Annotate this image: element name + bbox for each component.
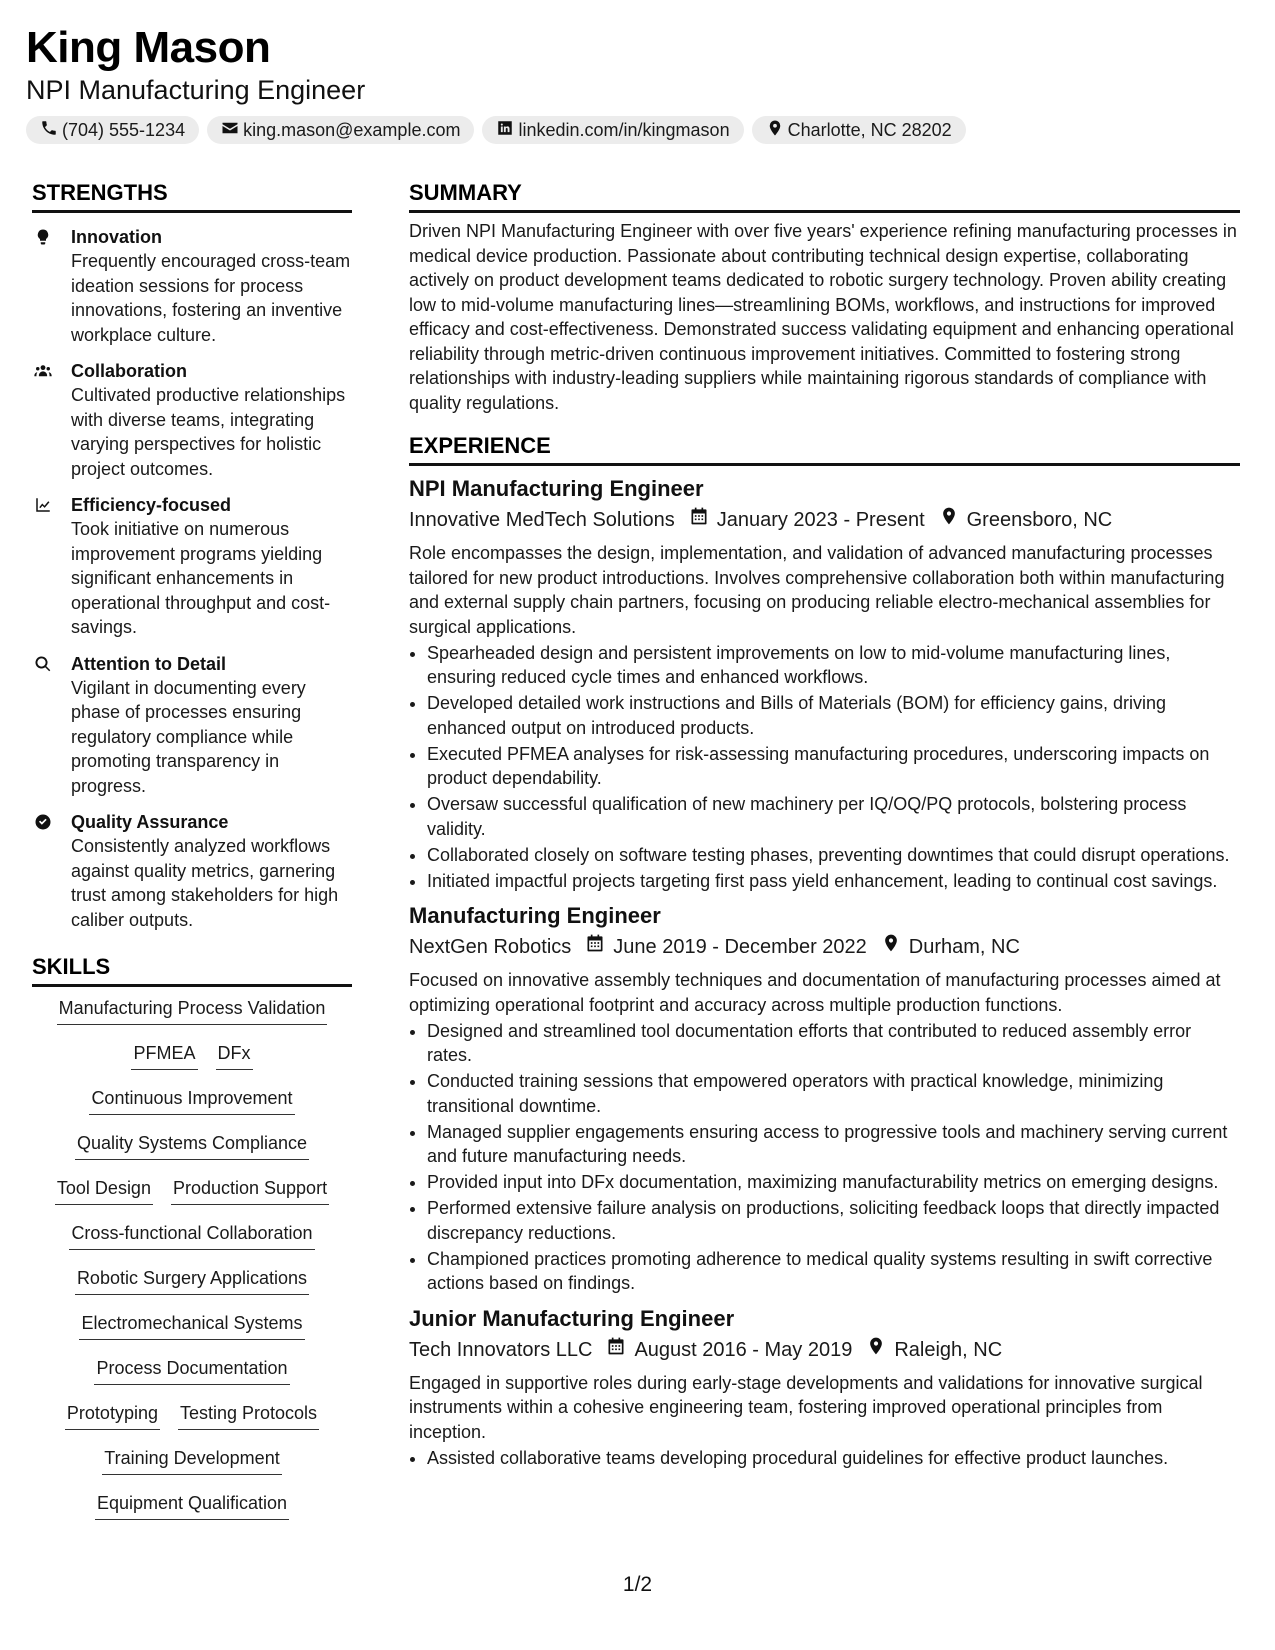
location-pin-icon bbox=[925, 505, 967, 535]
summary-heading: SUMMARY bbox=[409, 178, 1240, 213]
skill-row bbox=[32, 996, 352, 1041]
job-entry bbox=[409, 474, 1240, 893]
strengths-heading: STRENGTHS bbox=[32, 178, 352, 213]
job-bullet: • Assisted collaborative teams developing procedural guidelines for effective product launches. bbox=[427, 1446, 1240, 1471]
skill-tag: Production Support bbox=[171, 1176, 329, 1205]
job-dates: June 2019 - December 2022 bbox=[613, 936, 867, 958]
skill-tag: Process Documentation bbox=[94, 1356, 289, 1385]
calendar-icon bbox=[592, 1335, 634, 1365]
job-dates: January 2023 - Present bbox=[716, 509, 925, 531]
calendar-icon bbox=[571, 932, 613, 962]
strength-name: Collaboration bbox=[71, 361, 187, 381]
strength-desc: Consistently analyzed workflows against quality metrics, garnering trust among stakeholders for high caliber outputs. bbox=[71, 836, 339, 930]
job-bullet: • Oversaw successful qualification of new machinery per IQ/OQ/PQ protocols, bolstering process validity. bbox=[427, 792, 1240, 841]
skill-row bbox=[32, 1356, 352, 1401]
job-meta bbox=[409, 505, 1240, 535]
skills-heading: SKILLS bbox=[32, 952, 352, 987]
chart-line-icon bbox=[32, 496, 54, 516]
job-description: Role encompasses the design, implementation, and validation of advanced manufacturing processes tailored for new product introductions. Involves comprehensive collaboration both within manufacturing and external supply chain partners, focusing on producing reliable electro-mechanical assemblies for surgical applications. bbox=[409, 543, 1225, 637]
strength-desc: Frequently encouraged cross-team ideation sessions for process innovations, fostering an inventive workplace culture. bbox=[71, 251, 351, 345]
strength-item bbox=[32, 652, 352, 799]
skill-tag: Robotic Surgery Applications bbox=[75, 1266, 309, 1295]
strength-desc: Took initiative on numerous improvement programs yielding significant enhancements in operational throughput and cost-savings. bbox=[71, 519, 331, 637]
job-entry bbox=[409, 1304, 1240, 1471]
strength-desc: Cultivated productive relationships with diverse teams, integrating varying perspectives for holistic project outcomes. bbox=[71, 385, 346, 479]
job-bullet: • Initiated impactful projects targeting first pass yield enhancement, leading to continual cost savings. bbox=[427, 869, 1240, 894]
job-bullet: • Conducted training sessions that empowered operators with practical knowledge, minimizing transitional downtime. bbox=[427, 1069, 1240, 1118]
contact-location[interactable] bbox=[752, 116, 966, 144]
check-circle-icon bbox=[32, 813, 54, 833]
strength-item bbox=[32, 225, 352, 347]
job-bullet: • Provided input into DFx documentation, maximizing manufacturability metrics on emerging designs. bbox=[427, 1170, 1240, 1195]
contact-text: king.mason@example.com bbox=[243, 119, 461, 140]
right-column bbox=[409, 178, 1240, 1470]
job-meta bbox=[409, 1335, 1240, 1365]
strength-desc: Vigilant in documenting every phase of processes ensuring regulatory compliance while promoting transparency in progress. bbox=[71, 677, 306, 796]
skill-tag: PFMEA bbox=[131, 1041, 197, 1070]
users-icon bbox=[32, 362, 54, 382]
job-bullet: • Championed practices promoting adherence to medical quality systems resulting in swift corrective actions based on findings. bbox=[427, 1247, 1240, 1296]
job-bullet: • Managed supplier engagements ensuring access to progressive tools and machinery serving current and future manufacturing needs. bbox=[427, 1120, 1240, 1169]
contact-bar bbox=[26, 116, 1226, 144]
envelope-icon bbox=[221, 119, 239, 142]
contact-linkedin[interactable] bbox=[482, 116, 743, 144]
job-company: Innovative MedTech Solutions bbox=[409, 509, 675, 531]
skills-list bbox=[32, 996, 352, 1536]
job-company: NextGen Robotics bbox=[409, 936, 572, 958]
job-description: Focused on innovative assembly techniques and documentation of manufacturing processes aimed at optimizing operational footprint and accuracy across multiple production functions. bbox=[409, 970, 1221, 1015]
skill-tag: DFx bbox=[216, 1041, 253, 1070]
contact-text: linkedin.com/in/kingmason bbox=[518, 119, 730, 140]
location-pin-icon bbox=[766, 119, 784, 142]
skill-tag: Tool Design bbox=[55, 1176, 153, 1205]
job-bullet: • Executed PFMEA analyses for risk-assessing manufacturing procedures, underscoring impacts on product dependability. bbox=[427, 742, 1240, 791]
job-title: Junior Manufacturing Engineer bbox=[409, 1305, 735, 1331]
contact-email[interactable] bbox=[207, 116, 474, 144]
job-location: Durham, NC bbox=[908, 936, 1020, 958]
skill-row bbox=[32, 1131, 352, 1176]
job-location: Raleigh, NC bbox=[894, 1338, 1003, 1361]
job-bullet: • Spearheaded design and persistent improvements on low to mid-volume manufacturing lines, ensuring reduced cycle times and enhanced workflows. bbox=[427, 641, 1240, 690]
skill-row bbox=[32, 1221, 352, 1266]
skill-row bbox=[32, 1446, 352, 1491]
left-column bbox=[32, 178, 352, 1536]
skill-tag: Prototyping bbox=[65, 1401, 160, 1430]
strength-name: Attention to Detail bbox=[71, 653, 226, 674]
job-bullets bbox=[409, 1019, 1240, 1296]
linkedin-icon bbox=[496, 119, 514, 142]
job-bullet: • Collaborated closely on software testing phases, preventing downtimes that could disrupt operations. bbox=[427, 843, 1240, 868]
job-bullet: • Developed detailed work instructions and Bills of Materials (BOM) for efficiency gains, driving enhanced output on introduced products. bbox=[427, 691, 1240, 740]
skill-tag: Manufacturing Process Validation bbox=[57, 996, 328, 1025]
contact-text: (704) 555-1234 bbox=[62, 119, 186, 140]
phone-icon bbox=[40, 119, 58, 142]
job-entry bbox=[409, 901, 1240, 1296]
skill-tag: Training Development bbox=[102, 1446, 281, 1475]
skill-row bbox=[32, 1176, 352, 1221]
summary-text: Driven NPI Manufacturing Engineer with over five years' experience refining manufacturing processes in medical device production. Passionate about contributing technical design expertise, collaborating actively on product development teams dedicated to robotic surgery technology. Proven ability creating low to mid-volume manufacturing lines—streamlining BOMs, workflows, and instructions for improved efficacy and cost-effectiveness. Demonstrated success validating equipment and enhancing operational reliability through metric-driven continuous improvement initiatives. Committed to fostering strong relationships with industry-leading suppliers while maintaining rigorous standards of compliance with quality regulations. bbox=[409, 221, 1237, 413]
job-bullet: • Designed and streamlined tool documentation efforts that contributed to reduced assembly error rates. bbox=[427, 1019, 1240, 1068]
skill-tag: Cross-functional Collaboration bbox=[69, 1221, 314, 1250]
strength-name: Innovation bbox=[71, 227, 162, 247]
job-bullets bbox=[409, 1446, 1240, 1471]
strength-item bbox=[32, 810, 352, 932]
strength-item bbox=[32, 359, 352, 481]
lightbulb-icon bbox=[32, 228, 54, 248]
strength-item bbox=[32, 493, 352, 640]
skill-tag: Equipment Qualification bbox=[95, 1491, 289, 1520]
calendar-icon bbox=[675, 505, 717, 535]
candidate-name: King Mason bbox=[26, 23, 271, 72]
job-description: Engaged in supportive roles during early-stage developments and validations for innovative surgical instruments within a cohesive engineering team, fostering improved operational principles from inception. bbox=[409, 1372, 1203, 1442]
experience-heading: EXPERIENCE bbox=[409, 431, 1240, 466]
location-pin-icon bbox=[867, 932, 909, 962]
skill-row bbox=[32, 1491, 352, 1536]
skill-row bbox=[32, 1311, 352, 1356]
strength-name: Quality Assurance bbox=[71, 812, 229, 832]
contact-phone[interactable] bbox=[26, 116, 199, 144]
skill-tag: Testing Protocols bbox=[178, 1401, 319, 1430]
resume-header bbox=[26, 22, 1226, 144]
job-bullet: • Performed extensive failure analysis on productions, soliciting feedback loops that directly impacted discrepancy reductions. bbox=[427, 1196, 1240, 1245]
job-location: Greensboro, NC bbox=[966, 509, 1113, 531]
skill-row bbox=[32, 1041, 352, 1086]
page-number: 1/2 bbox=[622, 1573, 653, 1596]
strength-name: Efficiency-focused bbox=[71, 495, 232, 515]
skill-tag: Electromechanical Systems bbox=[79, 1311, 304, 1340]
job-title: Manufacturing Engineer bbox=[409, 903, 661, 928]
skill-tag: Quality Systems Compliance bbox=[75, 1131, 309, 1160]
magnifier-icon bbox=[32, 655, 54, 675]
candidate-title: NPI Manufacturing Engineer bbox=[26, 75, 366, 105]
skill-tag: Continuous Improvement bbox=[89, 1086, 294, 1115]
job-company: Tech Innovators LLC bbox=[409, 1338, 593, 1361]
skill-row bbox=[32, 1086, 352, 1131]
job-meta bbox=[409, 932, 1240, 962]
contact-text: Charlotte, NC 28202 bbox=[787, 119, 952, 140]
skill-row bbox=[32, 1401, 352, 1446]
skill-row bbox=[32, 1266, 352, 1311]
job-title: NPI Manufacturing Engineer bbox=[409, 476, 704, 501]
job-dates: August 2016 - May 2019 bbox=[634, 1338, 853, 1361]
location-pin-icon bbox=[852, 1335, 894, 1365]
job-bullets bbox=[409, 641, 1240, 894]
